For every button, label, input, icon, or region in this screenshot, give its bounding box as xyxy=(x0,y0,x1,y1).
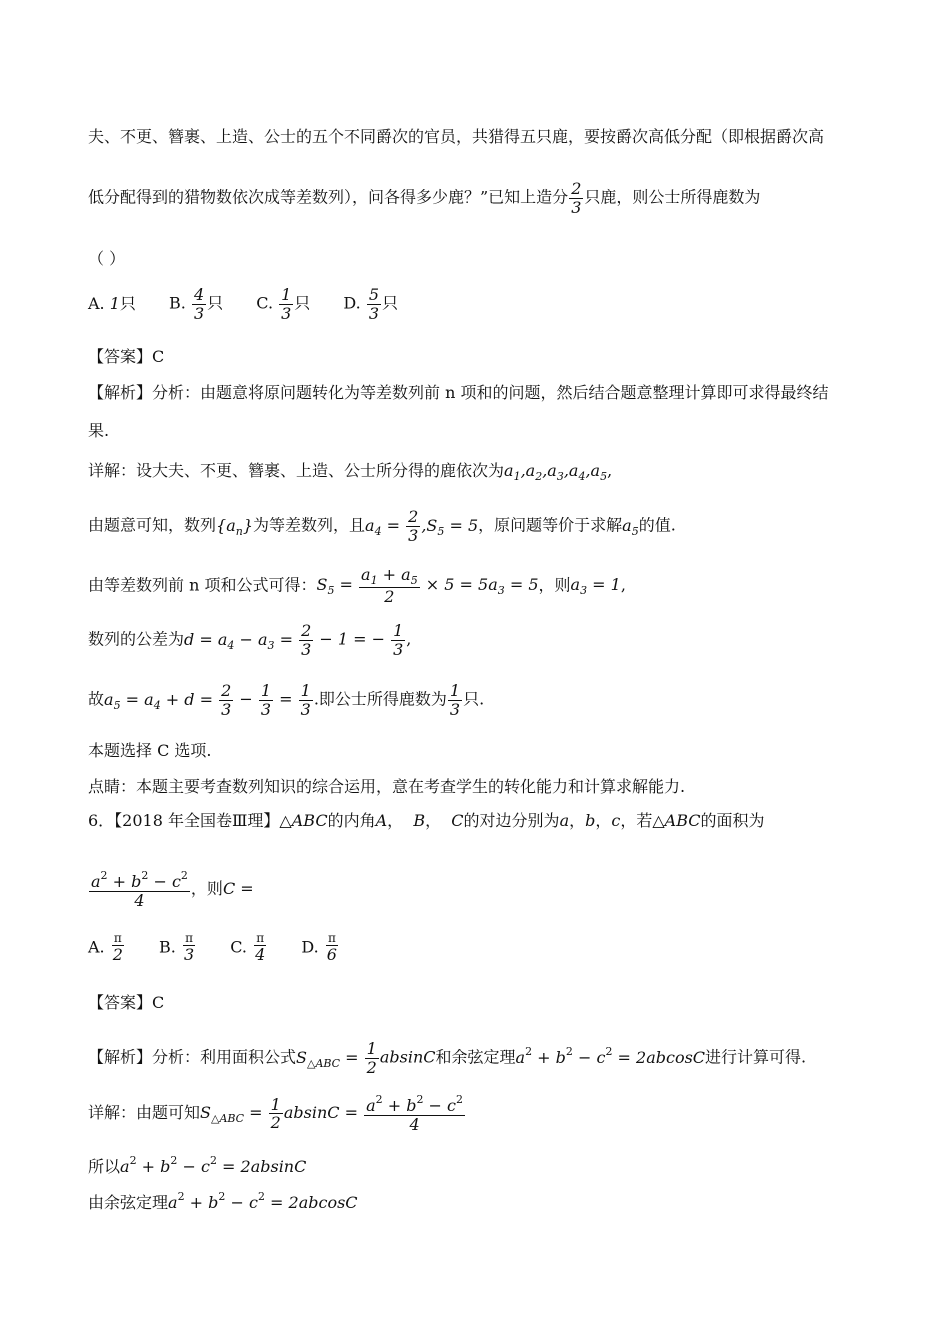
question-6-line: 6．【2018 年全国卷Ⅲ理】△ABC的内角A， B， C的对边分别为a，b，c，若△ABC的面积为 xyxy=(88,811,765,830)
options-row-2 xyxy=(88,932,368,964)
options-row-1 xyxy=(88,286,426,322)
option-b-2: B. $\frac{\pi}{3}$ xyxy=(159,931,195,965)
detail-line-4: 数列的公差为$d = a_4 - a_3$ = $\frac{2}{3}$ − 1 = − $\frac{1}{3}$ , xyxy=(88,621,412,659)
detail-q6-line-1: 详解：由题可知$S_{\triangle ABC}$ = $\frac{1}{2}$ absinC = $\frac{a^2 + b^2 - c^2}{4}$ xyxy=(88,1093,464,1134)
option-c-2: C. $\frac{\pi}{4}$ xyxy=(230,931,266,965)
detail-line-1: 详解：设大夫、不更、簪裹、上造、公士所分得的鹿依次为$a_1,a_2,a_3,a_4,a_5$, xyxy=(88,461,613,483)
answer-label-1: 【答案】C xyxy=(88,347,165,366)
choose-line: 本题选择 C 选项. xyxy=(88,741,212,760)
answer-label-2: 【答案】C xyxy=(88,993,165,1012)
problem-text-line-1: 夫、不更、簪裹、上造、公士的五个不同爵次的官员，共猎得五只鹿，要按爵次高低分配（即根据爵次高 xyxy=(88,127,825,146)
question-6-formula: $\frac{a^2 + b^2 - c^2}{4}$ ，则C = xyxy=(91,869,254,910)
fraction-2-3: $\frac{2}{3}$ xyxy=(571,179,582,217)
detail-line-3: 由等差数列前 n 项和公式可得：$S_5$ = $\frac{a_1 + a_5}{2}$ × $5 = 5a_3 = 5$，则$a_3 = 1$, xyxy=(88,565,626,607)
detail-q6-line-3: 由余弦定理$a^2 + b^2 - c^2 = 2abcosC$ xyxy=(88,1190,358,1212)
detail-q6-line-2: 所以$a^2 + b^2 - c^2 = 2absinC$ xyxy=(88,1154,307,1176)
comment-line: 点睛：本题主要考查数列知识的综合运用，意在考查学生的转化能力和计算求解能力. xyxy=(88,777,686,796)
option-b: B. $\frac{4}{3}$ 只 xyxy=(169,285,224,323)
analysis-line-1: 【解析】分析：由题意将原问题转化为等差数列前 n 项和的问题，然后结合题意整理计算即可求得最终结 xyxy=(88,383,829,402)
analysis-line-2: 果. xyxy=(88,421,110,440)
option-c: C. $\frac{1}{3}$ 只 xyxy=(256,285,311,323)
detail-line-5: 故$a_5 = a_4 + d$ = $\frac{2}{3}$ − $\frac{1}{3}$ = $\frac{1}{3}$ .即公士所得鹿数为 $\frac{1}{3}$ 只. xyxy=(88,681,485,719)
answer-blank: （ ） xyxy=(88,249,126,268)
option-a: A. 1只 xyxy=(88,293,136,313)
detail-line-2: 由题意可知，数列$\{a_n\}$为等差数列，且$a_4$ = $\frac{2}{3}$ $,S_5 = 5$，原问题等价于求解$a_5$的值. xyxy=(88,507,676,545)
analysis-line-q6: 【解析】分析：利用面积公式$S_{\triangle ABC}$ = $\frac{1}{2}$ absinC和余弦定理$a^2 + b^2 - c^2 = 2abcosC$进行计算可得. xyxy=(88,1039,807,1077)
option-d-2: D. $\frac{\pi}{6}$ xyxy=(301,931,337,965)
option-d: D. $\frac{5}{3}$ 只 xyxy=(343,285,399,323)
option-a-2: A. $\frac{\pi}{2}$ xyxy=(88,931,123,965)
problem-text-line-2: 低分配得到的猎物数依次成等差数列），问各得多少鹿？”已知上造分 $\frac{2}{3}$ 只鹿，则公士所得鹿数为 xyxy=(88,179,761,217)
